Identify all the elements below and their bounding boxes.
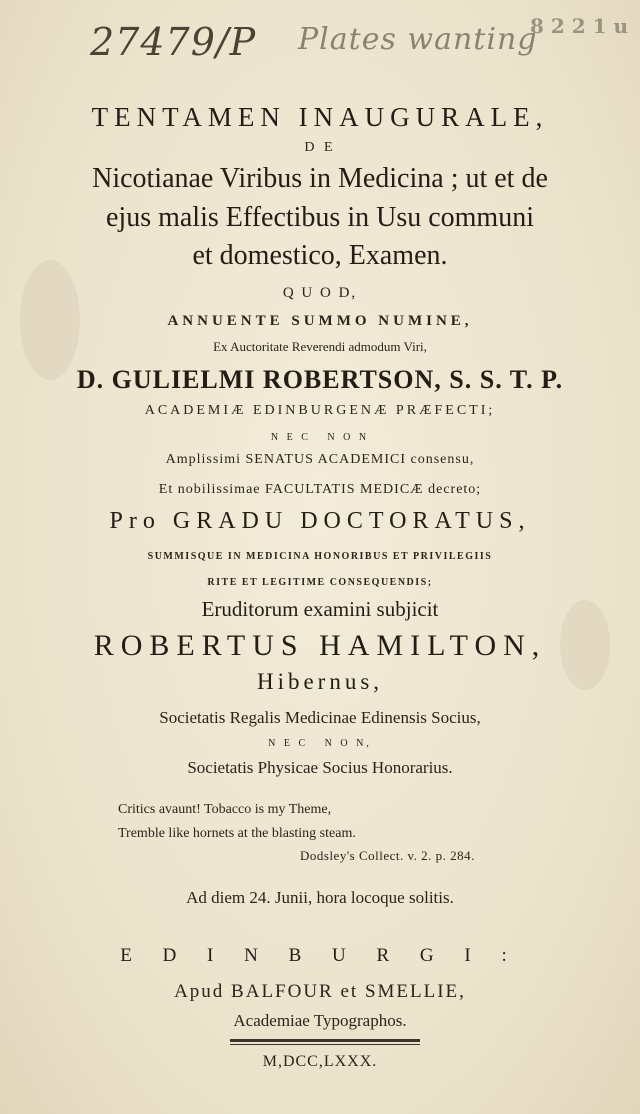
epigraph-line-2: Tremble like hornets at the blasting steam.	[118, 826, 356, 841]
society-physicae: Societatis Physicae Socius Honorarius.	[187, 758, 453, 777]
title-line-3: Nicotianae Viribus in Medicina ; ut et de	[92, 163, 548, 194]
title-line-4: ejus malis Effectibus in Usu communi	[106, 202, 534, 233]
epigraph-line-1: Critics avaunt! Tobacco is my Theme,	[118, 802, 332, 817]
annuente-line: ANNUENTE SUMMO NUMINE,	[167, 313, 473, 329]
academiae-line: ACADEMIÆ EDINBURGENÆ PRÆFECTI;	[144, 403, 496, 418]
author-origin: Hibernus,	[256, 669, 384, 694]
rector-name: D. GULIELMI ROBERTSON, S. S. T. P.	[76, 365, 564, 394]
author-name: ROBERTUS HAMILTON,	[93, 629, 547, 662]
imprint-rule	[230, 1039, 420, 1042]
title-de: D E	[304, 140, 336, 155]
handwritten-corner-number: 8 2 2 1 u	[530, 14, 629, 38]
imprint-rule-thin	[230, 1044, 420, 1045]
necnon-line-2: N E C N O N,	[268, 738, 372, 749]
title-line-5: et domestico, Examen.	[192, 240, 448, 271]
senatus-line: Amplissimi SENATUS ACADEMICI consensu,	[165, 452, 475, 467]
facultatis-line: Et nobilissimae FACULTATIS MEDICÆ decreto;	[158, 482, 482, 497]
imprint-printers: Apud BALFOUR et SMELLIE,	[174, 981, 466, 1002]
necnon-line-1: N E C N O N	[270, 432, 370, 443]
defense-date: Ad diem 24. Junii, hora locoque solitis.	[186, 888, 454, 907]
doctoratus-line: Pro GRADU DOCTORATUS,	[109, 508, 531, 534]
handwritten-note: Plates wanting	[298, 22, 538, 57]
auctoritate-line: Ex Auctoritate Reverendi admodum Viri,	[213, 339, 427, 354]
society-regalis: Societatis Regalis Medicinae Edinensis Socius,	[159, 708, 481, 727]
honoribus-line: SUMMISQUE IN MEDICINA HONORIBUS ET PRIVILEGIIS	[147, 551, 493, 562]
imprint-city: E D I N B U R G I :	[120, 945, 520, 966]
quod-heading: Q U O D,	[282, 285, 358, 301]
title-line-1: TENTAMEN INAUGURALE,	[91, 102, 549, 132]
eruditorum-line: Eruditorum examini subjicit	[201, 597, 439, 621]
consequendis-line: RITE ET LEGITIME CONSEQUENDIS;	[207, 577, 433, 588]
imprint-year: M,DCC,LXXX.	[262, 1053, 378, 1070]
imprint-role: Academiae Typographos.	[233, 1011, 407, 1030]
handwritten-shelfmark: 27479/P	[90, 20, 257, 64]
epigraph-source: Dodsley's Collect. v. 2. p. 284.	[300, 848, 475, 863]
